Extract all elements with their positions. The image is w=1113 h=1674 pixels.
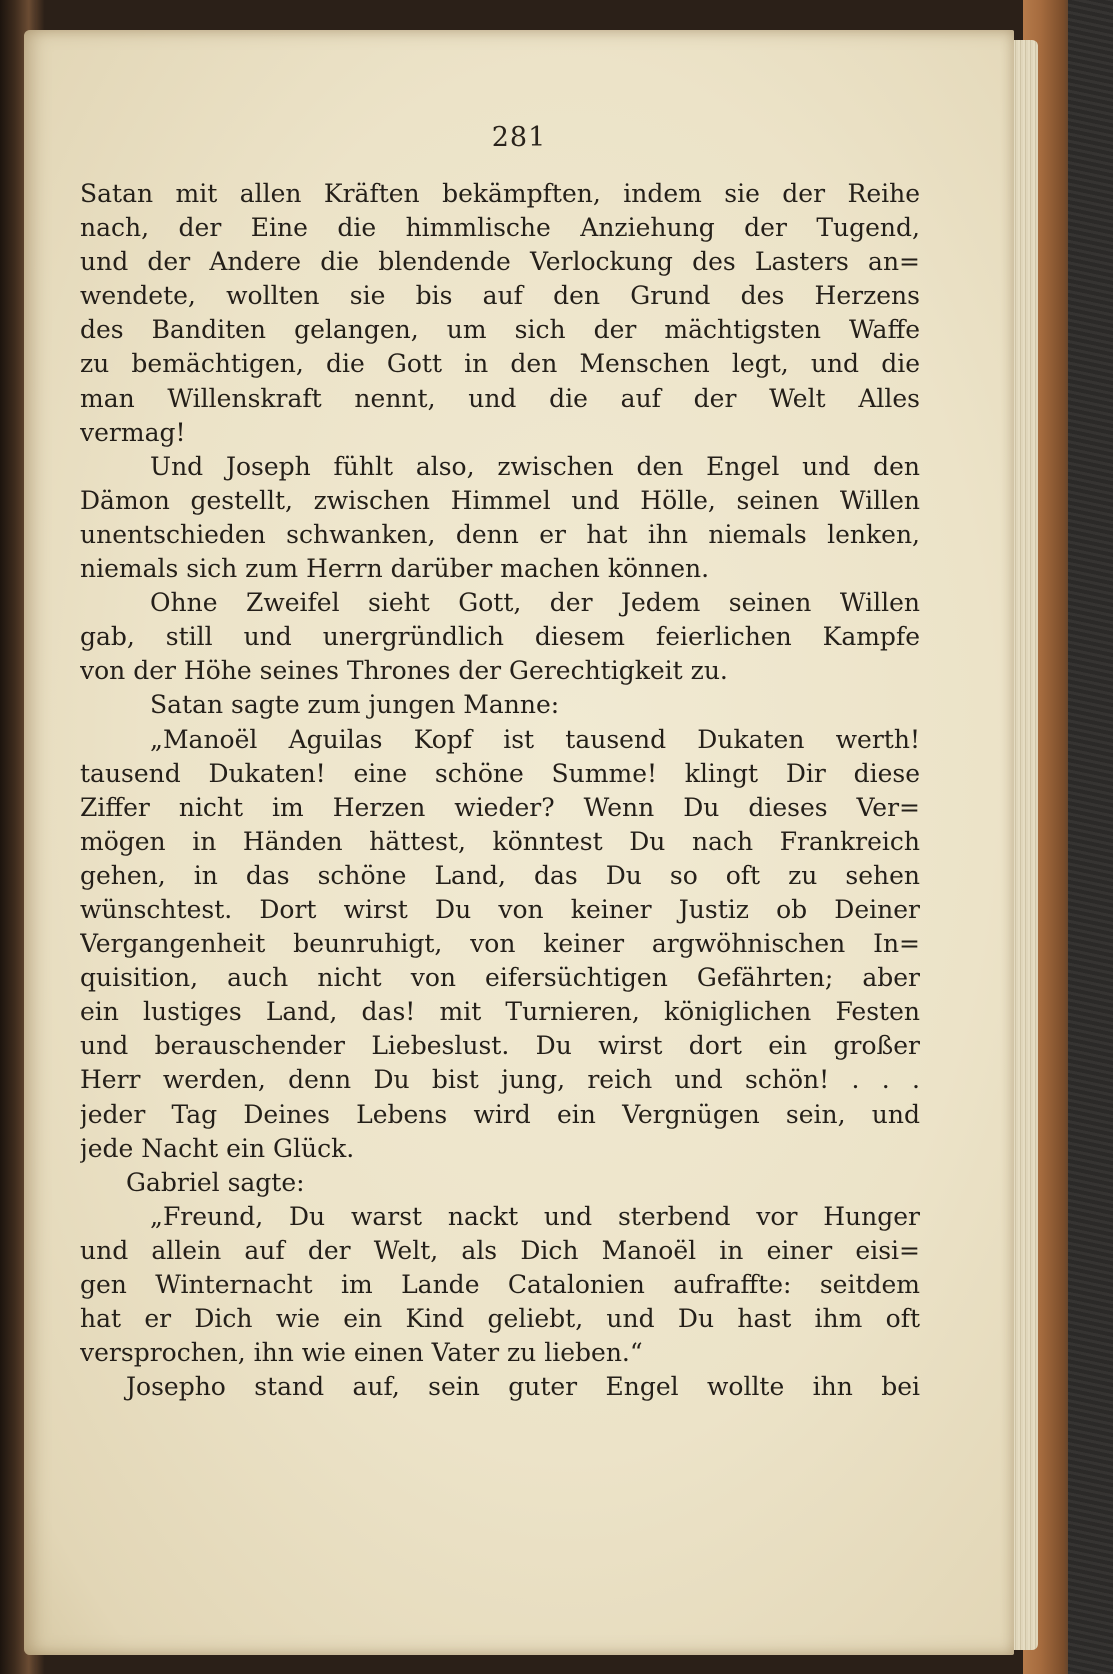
- text-line: man Willenskraft nennt, und die auf der Welt Alles: [80, 383, 920, 413]
- text-line: tausend Dukaten! eine schöne Summe! klingt Dir diese: [80, 758, 920, 788]
- text-line: unentschieden schwanken, denn er hat ihn niemals lenken,: [80, 519, 920, 549]
- text-line: und allein auf der Welt, als Dich Manoël in einer eisi=: [80, 1235, 920, 1265]
- text-line: mögen in Händen hättest, könntest Du nach Frankreich: [80, 826, 920, 856]
- text-line: gen Winternacht im Lande Catalonien aufraffte: seitdem: [80, 1270, 920, 1299]
- text-line: und der Andere die blendende Verlockung des Lasters an=: [80, 247, 920, 277]
- text-line: zu bemächtigen, die Gott in den Menschen legt, und die: [80, 349, 920, 379]
- text-line: des Banditen gelangen, um sich der mächtigsten Waffe: [80, 315, 920, 345]
- text-line: Und Joseph fühlt also, zwischen den Engel und den: [150, 451, 920, 481]
- book-page: [24, 30, 1014, 1655]
- text-line: niemals sich zum Herrn darüber machen können.: [80, 554, 710, 584]
- text-line: Ohne Zweifel sieht Gott, der Jedem seinen Willen: [150, 588, 920, 618]
- text-line: Satan sagte zum jungen Manne:: [150, 690, 560, 720]
- text-line: von der Höhe seines Thrones der Gerechtigkeit zu.: [80, 656, 728, 686]
- text-line: nach, der Eine die himmlische Anziehung der Tugend,: [80, 213, 920, 243]
- text-line: gehen, in das schöne Land, das Du so oft zu sehen: [80, 860, 920, 890]
- text-line: „Manoël Aguilas Kopf ist tausend Dukaten werth!: [150, 724, 920, 754]
- text-line: und berauschender Liebeslust. Du wirst dort ein großer: [80, 1031, 920, 1061]
- text-line: wendete, wollten sie bis auf den Grund des Herzens: [80, 281, 920, 311]
- text-line: Herr werden, denn Du bist jung, reich und schön! . . .: [80, 1065, 920, 1095]
- text-line: Josepho stand auf, sein guter Engel wollte ihn bei: [126, 1372, 920, 1402]
- text-line: hat er Dich wie ein Kind geliebt, und Du hast ihm oft: [80, 1304, 920, 1334]
- text-line: quisition, auch nicht von eifersüchtigen Gefährten; aber: [80, 963, 920, 993]
- text-line: versprochen, ihn wie einen Vater zu lieben.“: [80, 1338, 643, 1368]
- text-line: jeder Tag Deines Lebens wird ein Vergnügen sein, und: [80, 1099, 920, 1129]
- page-number: 281: [491, 122, 547, 153]
- text-line: „Freund, Du warst nackt und sterbend vor Hunger: [150, 1201, 920, 1231]
- text-line: Vergangenheit beunruhigt, von keiner argwöhnischen In=: [80, 929, 920, 959]
- text-line: Satan mit allen Kräften bekämpften, indem sie der Reihe: [80, 179, 920, 208]
- text-line: jede Nacht ein Glück.: [80, 1133, 355, 1163]
- text-line: Gabriel sagte:: [126, 1167, 305, 1197]
- page-text: [80, 177, 920, 1404]
- text-line: Ziffer nicht im Herzen wieder? Wenn Du dieses Ver=: [80, 792, 920, 822]
- text-line: ein lustiges Land, das! mit Turnieren, königlichen Festen: [80, 997, 920, 1027]
- text-line: wünschtest. Dort wirst Du von keiner Justiz ob Deiner: [80, 894, 920, 924]
- text-line: Dämon gestellt, zwischen Himmel und Hölle, seinen Willen: [80, 485, 920, 515]
- text-line: gab, still und unergründlich diesem feierlichen Kampfe: [80, 622, 920, 652]
- text-line: vermag!: [80, 417, 186, 447]
